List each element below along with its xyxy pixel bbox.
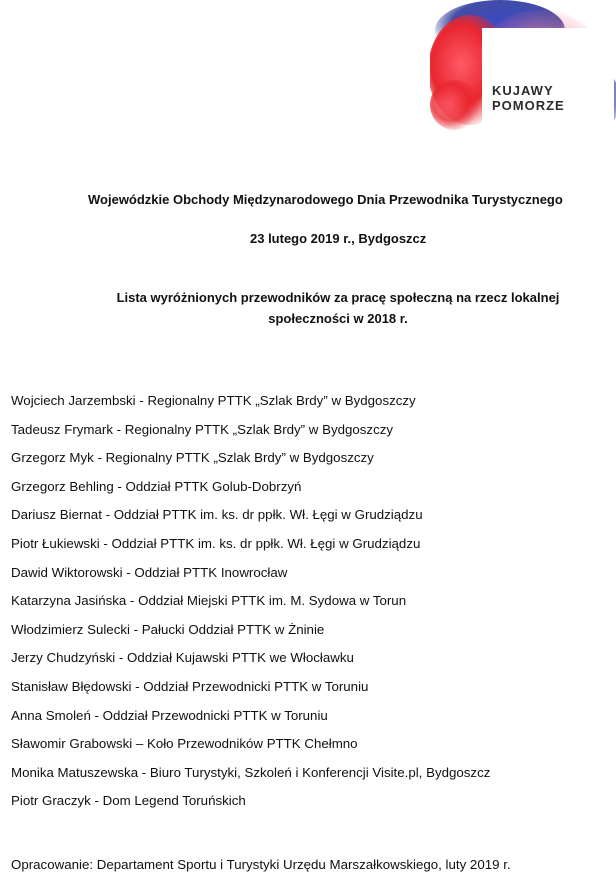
list-item: Grzegorz Behling - Oddział PTTK Golub-Dobrzyń (11, 478, 302, 494)
list-item: Piotr Łukiewski - Oddział PTTK im. ks. dr ppłk. Wł. Łęgi w Grudziądzu (11, 535, 421, 551)
list-subtitle-line2: społeczności w 2018 r. (268, 311, 408, 326)
list-item: Dariusz Biernat - Oddział PTTK im. ks. dr ppłk. Wł. Łęgi w Grudziądzu (11, 507, 423, 523)
list-item: Wojciech Jarzembski - Regionalny PTTK „Szlak Brdy” w Bydgoszczy (11, 393, 416, 408)
kujawy-pomorze-logo (430, 0, 616, 150)
list-item: Dawid Wiktorowski - Oddział PTTK Inowrocław (11, 564, 288, 580)
document-title: Wojewódzkie Obchody Międzynarodowego Dnia Przewodnika Turystycznego (88, 192, 563, 207)
list-item: Piotr Graczyk - Dom Legend Toruńskich (11, 793, 246, 809)
list-item: Włodzimierz Sulecki - Pałucki Oddział PTTK w Żninie (11, 621, 325, 637)
list-item: Sławomir Grabowski – Koło Przewodników PTTK Chełmno (11, 736, 358, 752)
list-item: Grzegorz Myk - Regionalny PTTK „Szlak Brdy” w Bydgoszczy (11, 450, 374, 466)
list-item: Katarzyna Jasińska - Oddział Miejski PTTK im. M. Sydowa w Torun (11, 593, 407, 609)
guides-list (11, 391, 490, 820)
list-item: Tadeusz Frymark - Regionalny PTTK „Szlak Brdy” w Bydgoszczy (11, 421, 394, 437)
list-item: Anna Smoleń - Oddział Przewodnicki PTTK w Toruniu (11, 707, 328, 723)
logo-text-line1: KUJAWY (492, 83, 554, 98)
document-footer: Opracowanie: Departament Sportu i Turystyki Urzędu Marszałkowskiego, luty 2019 r. (11, 857, 511, 872)
list-subtitle (60, 287, 616, 329)
logo-text-line2: POMORZE (492, 98, 565, 113)
document-date: 23 lutego 2019 r., Bydgoszcz (250, 231, 427, 246)
list-item: Jerzy Chudzyński - Oddział Kujawski PTTK we Włocławku (11, 650, 354, 666)
list-item: Stanisław Błędowski - Oddział Przewodnicki PTTK w Toruniu (11, 678, 369, 694)
list-subtitle-line1: Lista wyróżnionych przewodników za pracę społeczną na rzecz lokalnej (116, 290, 560, 305)
list-item: Monika Matuszewska - Biuro Turystyki, Szkoleń i Konferencji Visite.pl, Bydgoszcz (11, 764, 491, 780)
